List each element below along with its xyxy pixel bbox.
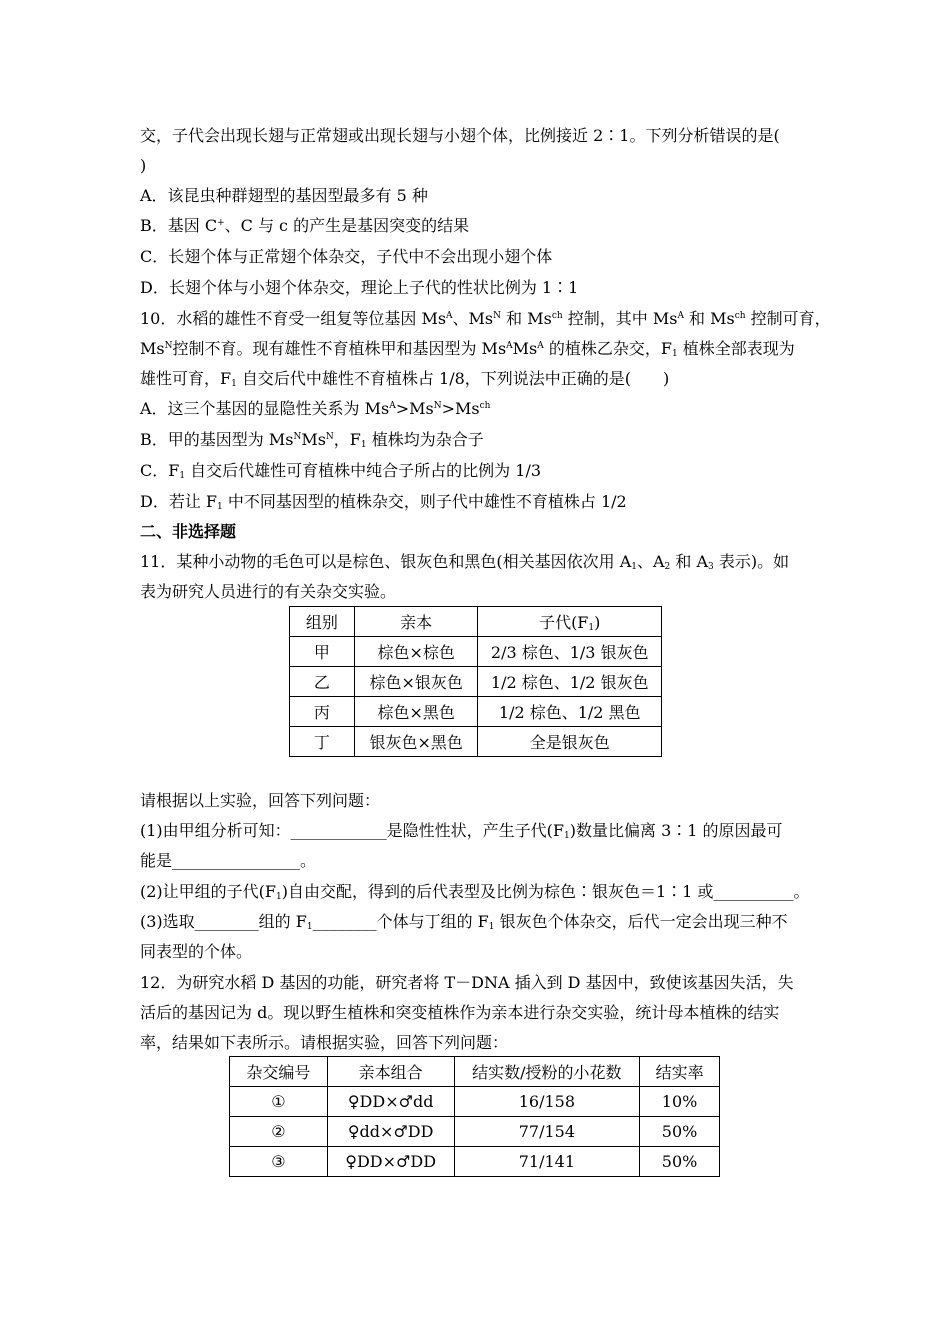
q9-option-a: A．该昆虫种群翅型的基因型最多有 5 种 (140, 186, 428, 205)
table-cell: ① (230, 1087, 328, 1117)
table-row (290, 637, 662, 667)
table-row (290, 667, 662, 697)
q11-stem-line2: 表为研究人员进行的有关杂交实验。 (140, 582, 397, 601)
table-header-cell: 组别 (290, 607, 355, 637)
table-cell: 1/2 棕色、1/2 黑色 (478, 697, 662, 727)
table-header-cell: 结实率 (640, 1057, 720, 1087)
table-cell: 乙 (290, 667, 355, 697)
table-cell: 50% (640, 1117, 720, 1147)
q9-stem-line2: ) (140, 156, 147, 175)
table-cell: 16/158 (454, 1087, 640, 1117)
table-header-row (290, 607, 662, 637)
table-cell: ♀dd×♂DD (327, 1117, 454, 1147)
table-cell: 棕色×黑色 (354, 697, 478, 727)
table-cell: ♀DD×♂DD (327, 1147, 454, 1177)
table-cell: ② (230, 1117, 328, 1147)
q11-part1-line2: 能是________________。 (140, 851, 317, 870)
table-cell: 银灰色×黑色 (354, 727, 478, 757)
q10-option-c: C．$F_1$ 自交后代雄性可育植株中纯合子所占的比例为 1/3 (140, 461, 542, 481)
table-cell: 77/154 (454, 1117, 640, 1147)
table-header-cell: 杂交编号 (230, 1057, 328, 1087)
table-cell: 2/3 棕色、1/3 银灰色 (478, 637, 662, 667)
table-cell: 71/141 (454, 1147, 640, 1177)
q11-part3-line2: 同表型的个体。 (140, 942, 253, 961)
q9-option-b: B．基因 C+、C 与 c 的产生是基因突变的结果 (140, 216, 470, 235)
table-cell: 1/2 棕色、1/2 银灰色 (478, 667, 662, 697)
q12-stem-line2: 活后的基因记为 d。现以野生植株和突变植株作为亲本进行杂交实验，统计母本植株的结实 (140, 1003, 780, 1022)
table-cell: 全是银灰色 (478, 727, 662, 757)
table-cell: ♀DD×♂dd (327, 1087, 454, 1117)
table-cell: ③ (230, 1147, 328, 1177)
table-cell: 50% (640, 1147, 720, 1177)
q9-option-d: D．长翅个体与小翅个体杂交，理论上子代的性状比例为 1∶1 (140, 278, 579, 297)
q9-option-c: C．长翅个体与正常翅个体杂交，子代中不会出现小翅个体 (140, 247, 553, 266)
table-header-cell: 结实数/授粉的小花数 (454, 1057, 640, 1087)
table-cell: 棕色×棕色 (354, 637, 478, 667)
q11-part2: (2)让甲组的子代$(F_1)$自由交配，得到的后代表型及比例为棕色∶银灰色＝1∶1 或__________。 (140, 882, 810, 902)
q10-option-d: D．若让 $F_1$ 中不同基因型的植株杂交，则子代中雄性不育植株占 1/2 (140, 492, 627, 512)
table-cell: 甲 (290, 637, 355, 667)
table-row (230, 1117, 720, 1147)
q11-stem-line1: 11．某种小动物的毛色可以是棕色、银灰色和黑色(相关基因依次用 $A_1$、$A_2$ 和 $A_3$ 表示)。如 (140, 552, 790, 572)
q11-table (289, 606, 662, 757)
table-header-cell: 亲本 (354, 607, 478, 637)
table-cell: 丁 (290, 727, 355, 757)
table-cell: 棕色×银灰色 (354, 667, 478, 697)
table-row (230, 1147, 720, 1177)
q12-stem-line1: 12．为研究水稻 D 基因的功能，研究者将 T－DNA 插入到 D 基因中，致使该基因失活，失 (140, 973, 794, 992)
q12-table (229, 1056, 720, 1177)
q10-option-a: A．这三个基因的显隐性关系为 $Ms^A>Ms^N>Ms^{ch}$ (140, 399, 491, 418)
q11-prompt: 请根据以上实验，回答下列问题： (140, 791, 381, 810)
table-row (230, 1087, 720, 1117)
q11-part3-line1: (3)选取________组的 $F_1\_\_\_\_\_\_\_\_$个体与丁组的 $F_1$ 银灰色个体杂交，后代一定会出现三种不 (140, 912, 788, 932)
q9-stem-line1: 交，子代会出现长翅与正常翅或出现长翅与小翅个体，比例接近 2∶1。下列分析错误的是( (140, 126, 780, 145)
table-cell: 10% (640, 1087, 720, 1117)
q10-option-b: B．甲的基因型为 $Ms^NMs^N$，$F_1$ 植株均为杂合子 (140, 430, 484, 450)
q10-stem-line1: 10．水稻的雄性不育受一组复等位基因 $Ms^A$、$Ms^N$ 和 $Ms^{ch}$ 控制，其中 $Ms^A$ 和 $Ms^{ch}$ 控制可育， (140, 309, 831, 328)
table-cell: 丙 (290, 697, 355, 727)
section-heading: 二、非选择题 (140, 522, 237, 541)
q11-part1-line1: (1)由甲组分析可知：____________是隐性性状，产生子代$(F_1)$数量比偏离 3∶1 的原因最可 (140, 821, 783, 841)
q12-stem-line3: 率，结果如下表所示。请根据实验，回答下列问题： (140, 1033, 509, 1052)
table-header-cell: 子代$(F_1)$ (478, 607, 662, 637)
table-header-cell: 亲本组合 (327, 1057, 454, 1087)
table-header-row (230, 1057, 720, 1087)
q10-stem-line2: $Ms^N$控制不育。现有雄性不育植株甲和基因型为 $Ms^AMs^A$ 的植株乙杂交，$F_1$ 植株全部表现为 (140, 339, 795, 359)
table-row (290, 697, 662, 727)
q10-stem-line3: 雄性可育，$F_1$ 自交后代中雄性不育植株占 1/8，下列说法中正确的是( ) (140, 369, 670, 389)
table-row (290, 727, 662, 757)
